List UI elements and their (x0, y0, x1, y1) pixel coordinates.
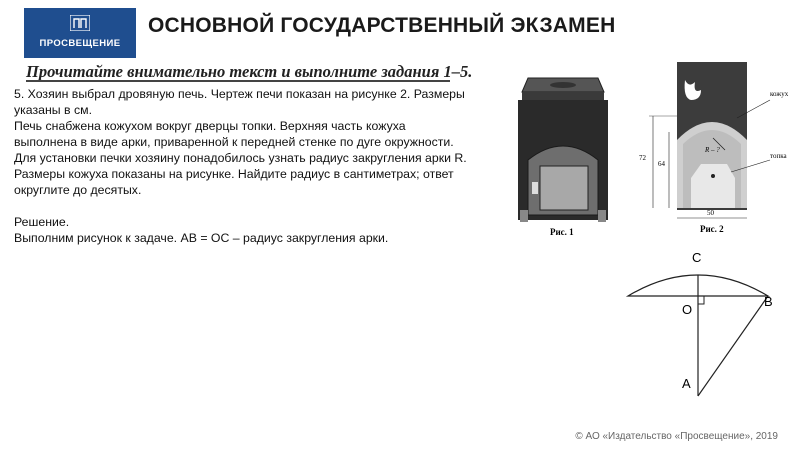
figure-1-caption: Рис. 1 (550, 227, 574, 237)
heading-underline (26, 80, 450, 82)
casing-label: кожух (770, 90, 789, 98)
dim-width: 50 (707, 209, 714, 217)
task-line: 5. Хозяин выбрал дровяную печь. Чертеж печи показан на рисунке 2. Размеры (14, 87, 465, 101)
page-title: ОСНОВНОЙ ГОСУДАРСТВЕННЫЙ ЭКЗАМЕН (148, 14, 616, 37)
task-text (14, 86, 514, 246)
logo-emblem-icon (70, 15, 90, 31)
dim-arch-height: 64 (658, 160, 665, 168)
point-b-label: В (764, 294, 773, 309)
figure-1-stove (508, 70, 618, 240)
task-line: округлите до десятых. (14, 183, 142, 197)
dim-total-height: 72 (639, 154, 646, 162)
task-line: указаны в см. (14, 103, 92, 117)
task-line: Для установки печки хозяину понадобилось узнать радиус закругления арки R. (14, 151, 467, 165)
figure-2-drawing (625, 60, 800, 240)
point-a-label: А (682, 376, 691, 391)
radius-label: R – ? (705, 146, 720, 154)
task-line: выполнена в виде арки, приваренной к передней стенке по дуге окружности. (14, 135, 454, 149)
solution-label: Решение. (14, 215, 70, 229)
brand-name: ПРОСВЕЩЕНИЕ (39, 38, 121, 49)
copyright-footer: © АО «Издательство «Просвещение», 2019 (575, 431, 778, 442)
geometry-diagram (620, 248, 800, 398)
publisher-logo (24, 8, 136, 58)
instruction-heading: Прочитайте внимательно текст и выполните задания 1–5. (26, 62, 473, 81)
task-line: Размеры кожуха показаны на рисунке. Найдите радиус в сантиметрах; ответ (14, 167, 454, 181)
firebox-label: топка (770, 152, 787, 160)
task-line: Печь снабжена кожухом вокруг дверцы топки. Верхняя часть кожуха (14, 119, 406, 133)
point-o-label: О (682, 302, 693, 317)
right-angle-mark (698, 296, 704, 304)
figure-2-caption: Рис. 2 (700, 224, 724, 234)
segment-ab (698, 296, 768, 396)
point-c-label: С (692, 250, 702, 265)
solution-text: Выполним рисунок к задаче. АВ = ОС – радиус закругления арки. (14, 231, 389, 245)
